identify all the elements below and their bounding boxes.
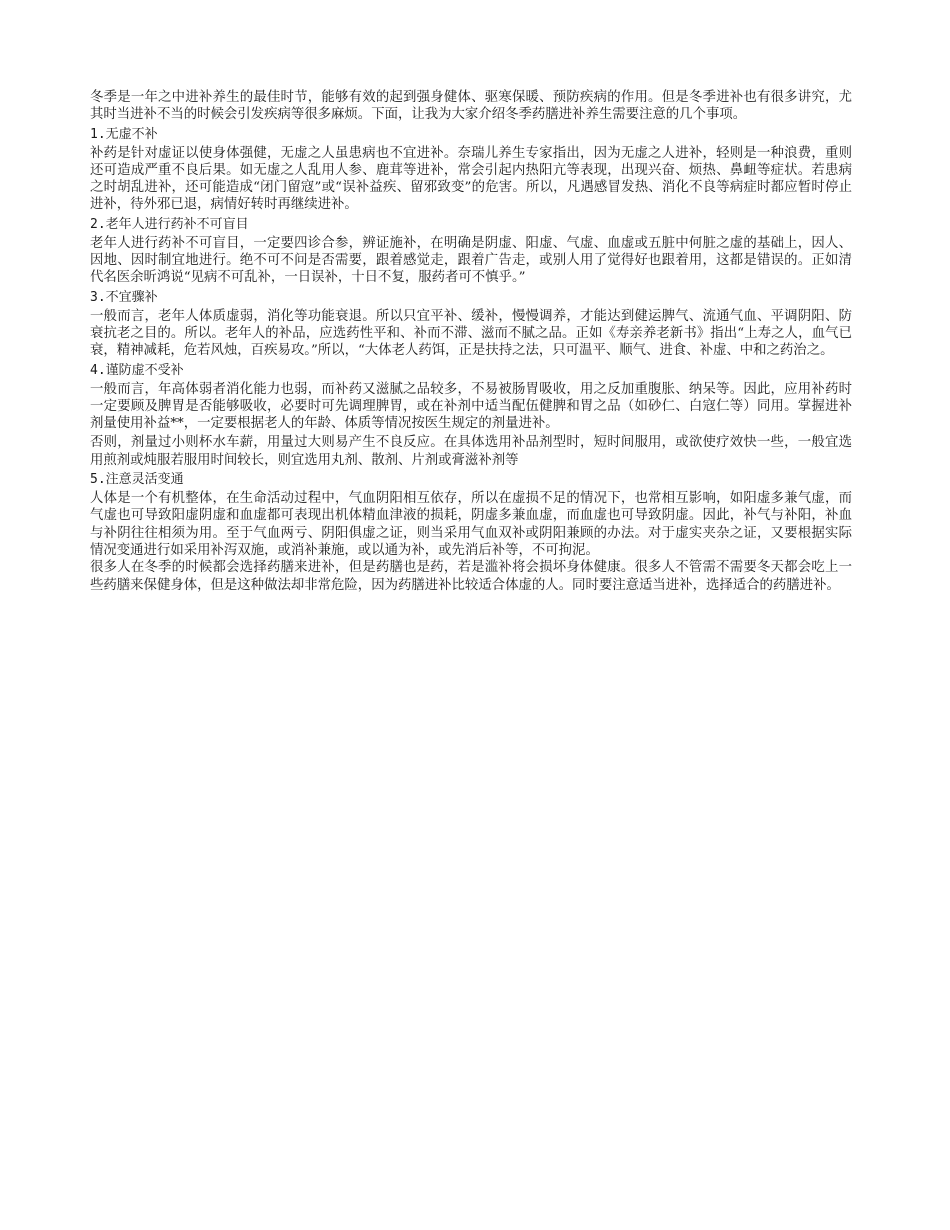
section-body-2: 老年人进行药补不可盲目，一定要四诊合参，辨证施补，在明确是阴虚、阳虚、气虚、血虚或五脏中何脏之虚的基础上，因人、因地、因时制宜地进行。绝不可不问是否需要，跟着感觉走，跟着广告走，或别人用了觉得好也跟着用，这都是错误的。正如清代名医余昕鸿说“见病不可乱补，一日误补，十日不复，服药者可不慎乎。” [90,235,852,286]
section-heading-4: 4.谨防虚不受补 [90,362,184,378]
article-body [90,89,852,594]
section-body-1: 补药是针对虚证以使身体强健，无虚之人虽患病也不宜进补。奈瑞儿养生专家指出，因为无虚之人进补，轻则是一种浪费，重则还可造成严重不良后果。如无虚之人乱用人参、鹿茸等进补，常会引起内热阳亢等表现，出现兴奋、烦热、鼻衄等症状。若患病之时胡乱进补，还可能造成“闭门留寇”或“误补益疾、留邪致变”的危害。所以，凡遇感冒发热、消化不良等病症时都应暂时停止进补，待外邪已退，病情好转时再继续进补。 [90,145,852,213]
closing-paragraph: 很多人在冬季的时候都会选择药膳来进补，但是药膳也是药，若是滥补将会损坏身体健康。很多人不管需不需要冬天都会吃上一些药膳来保健身体，但是这种做法却非常危险，因为药膳进补比较适合体虚的人。同时要注意适当进补，选择适合的药膳进补。 [90,560,852,593]
section-heading-5: 5.注意灵活变通 [90,472,184,488]
section-heading-3: 3.不宜骤补 [90,289,158,305]
section-body-3: 一般而言，老年人体质虚弱，消化等功能衰退。所以只宜平补、缓补，慢慢调养，才能达到健运脾气、流通气血、平调阴阳、防衰抗老之目的。所以。老年人的补品，应选药性平和、补而不滞、滋而不腻之品。正如《寿亲养老新书》指出“上寿之人，血气已衰，精神减耗，危若风烛，百疾易攻。”所以，“大体老人药饵，正是扶持之法，只可温平、顺气、进食、补虚、中和之药治之。 [90,308,852,359]
section-body-4-continued: 否则，剂量过小则杯水车薪，用量过大则易产生不良反应。在具体选用补品剂型时，短时间服用，或欲使疗效快一些，一般宜选用煎剂或炖服若服用时间较长，则宜选用丸剂、散剂、片剂或膏滋补剂等 [90,435,852,468]
section-heading-2: 2.老年人进行药补不可盲目 [90,216,249,232]
section-body-4: 一般而言，年高体弱者消化能力也弱，而补药又滋腻之品较多，不易被肠胃吸收，用之反加重腹胀、纳呆等。因此，应用补药时一定要顾及脾胃是否能够吸收，必要时可先调理脾胃，或在补剂中适当配伍健脾和胃之品（如砂仁、白寇仁等）同用。掌握进补剂量使用补益**，一定要根据老人的年龄、体质等情况按医生规定的剂量进补。 [90,381,852,432]
section-body-5: 人体是一个有机整体，在生命活动过程中，气血阴阳相互依存，所以在虚损不足的情况下，也常相互影响，如阳虚多兼气虚，而气虚也可导致阳虚阴虚和血虚都可表现出机体精血津液的损耗，阴虚多兼血虚，而血虚也可导致阴虚。因此，补气与补阳，补血与补阴往往相须为用。至于气血两亏、阴阳俱虚之证，则当采用气血双补或阴阳兼顾的办法。对于虚实夹杂之证，又要根据实际情况变通进行如采用补泻双施，或消补兼施，或以通为补，或先消后补等，不可拘泥。 [90,491,852,558]
section-heading-1: 1.无虚不补 [90,126,158,142]
intro-paragraph: 冬季是一年之中进补养生的最佳时节，能够有效的起到强身健体、驱寒保暖、预防疾病的作用。但是冬季进补也有很多讲究，尤其时当进补不当的时候会引发疾病等很多麻烦。下面，让我为大家介绍冬季药膳进补养生需要注意的几个事项。 [90,90,852,123]
